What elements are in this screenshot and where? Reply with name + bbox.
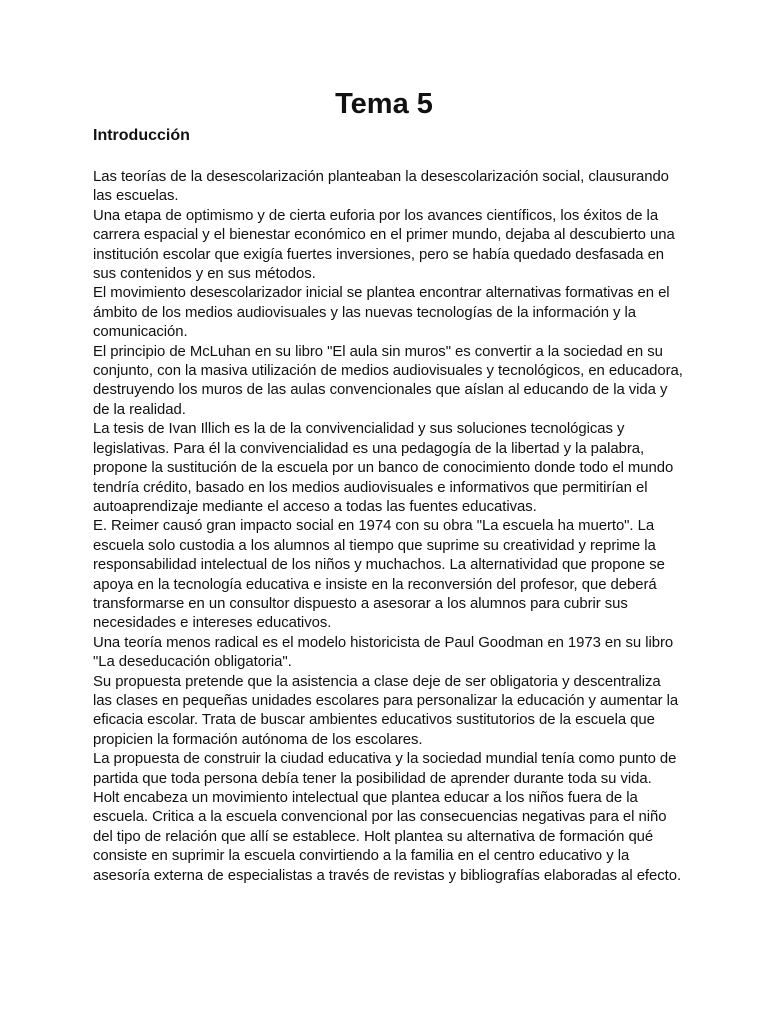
paragraph: Las teorías de la desescolarización planteaban la desescolarización social, clausurando las escuelas. bbox=[93, 169, 669, 205]
paragraph: Su propuesta pretende que la asistencia a clase deje de ser obligatoria y descentraliza las clases en pequeñas unidades escolares para personalizar la educación y aumentar la eficacia escolar. Trata de buscar ambientes educativos sustitutorios de la escuela que propicien la formación autónoma de los escolares. bbox=[93, 673, 679, 748]
document-body bbox=[93, 168, 683, 886]
paragraph: La propuesta de construir la ciudad educativa y la sociedad mundial tenía como punto de partida que toda persona debía tener la posibilidad de aprender durante toda su vida. bbox=[93, 751, 677, 787]
paragraph: La tesis de Ivan Illich es la de la convivencialidad y sus soluciones tecnológicas y legislativas. Para él la convivencialidad es una pedagogía de la libertad y la palabra, propone la sustitución de la escuela por un banco de conocimiento donde todo el mundo tendría crédito, basado en los medios audiovisuales e informativos que permitirían el autoaprendizaje mediante el acceso a todas las fuentes educativas. bbox=[93, 421, 674, 515]
paragraph: El movimiento desescolarizador inicial se plantea encontrar alternativas formativas en el ámbito de los medios audiovisuales y las nuevas tecnologías de la información y la comunicación. bbox=[93, 285, 670, 341]
section-heading: Introducción bbox=[93, 127, 190, 144]
paragraph: Holt encabeza un movimiento intelectual que plantea educar a los niños fuera de la escuela. Critica a la escuela convencional por las consecuencias negativas para el niño del tipo de relación que allí se establece. Holt plantea su alternativa de formación qué consiste en suprimir la escuela convirtiendo a la familia en el centro educativo y la asesoría externa de especialistas a través de revistas y bibliografías elaboradas al efecto. bbox=[93, 790, 682, 884]
paragraph: Una etapa de optimismo y de cierta euforia por los avances científicos, los éxitos de la carrera espacial y el bienestar económico en el primer mundo, dejaba al descubierto una institución escolar que exigía fuertes inversiones, pero se había quedado desfasada en sus contenidos y en sus métodos. bbox=[93, 207, 675, 283]
paragraph: El principio de McLuhan en su libro "El aula sin muros" es convertir a la sociedad en su conjunto, con la masiva utilización de medios audiovisuales y tecnológicos, en educadora, destruyendo los muros de las aulas convencionales que aíslan al educando de la vida y de la realidad. bbox=[93, 343, 683, 418]
paragraph: Una teoría menos radical es el modelo historicista de Paul Goodman en 1973 en su libro "La deseducación obligatoria". bbox=[93, 634, 674, 671]
paragraph: E. Reimer causó gran impacto social en 1974 con su obra "La escuela ha muerto". La escuela solo custodia a los alumnos al tiempo que suprime su creatividad y reprime la responsabilidad intelectual de los niños y muchachos. La alternatividad que propone se apoya en la tecnología educativa e insiste en la reconversión del profesor, que deberá transformarse en un consultor dispuesto a asesorar a los alumnos para cubrir sus necesidades e intereses educativos. bbox=[93, 518, 665, 632]
page-title: Tema 5 bbox=[335, 88, 433, 120]
